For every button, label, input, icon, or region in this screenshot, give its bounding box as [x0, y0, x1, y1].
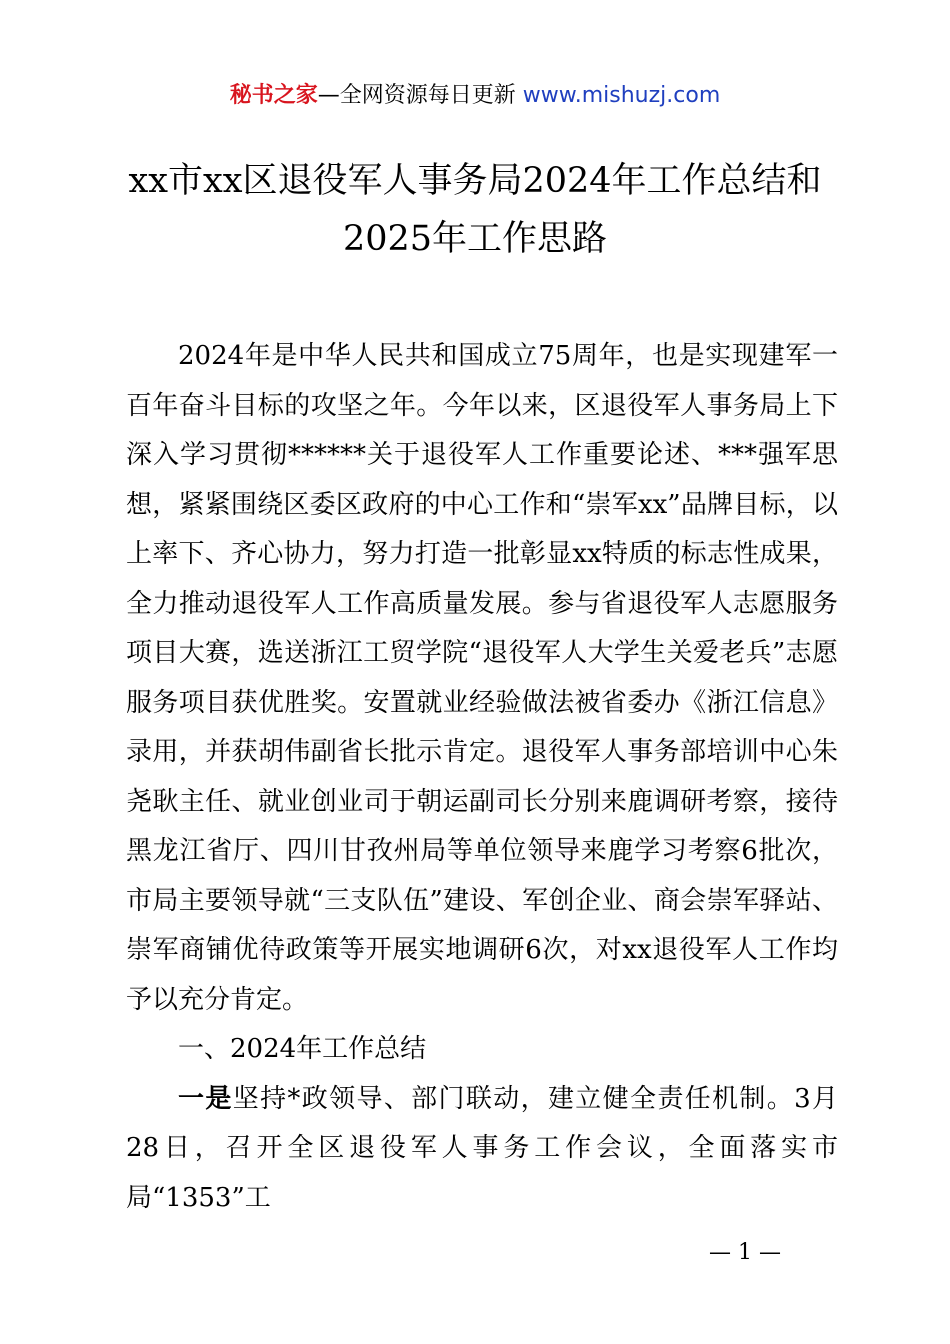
document-body	[126, 332, 838, 1223]
brand-name: 秘书之家	[229, 83, 318, 108]
page-number: — 1 —	[709, 1240, 781, 1265]
section-heading: 一、2024年工作总结	[178, 1034, 427, 1064]
site-url-link[interactable]: www.mishuzj.com	[522, 83, 721, 108]
point-one-text: 坚持*政领导、部门联动，建立健全责任机制。3月28日，召开全区退役军人事务工作会议，全面落实市局“1353”工	[126, 1083, 838, 1213]
intro-paragraph: 2024年是中华人民共和国成立75周年，也是实现建军一百年奋斗目标的攻坚之年。今年以来，区退役军人事务局上下深入学习贯彻******关于退役军人工作重要论述、***强军思想，紧紧围绕区委区政府的中心工作和“崇军xx”品牌目标，以上率下、齐心协力，努力打造一批彰显xx特质的标志性成果，全力推动退役军人工作高质量发展。参与省退役军人志愿服务项目大赛，选送浙江工贸学院“退役军人大学生关爱老兵”志愿服务项目获优胜奖。安置就业经验做法被省委办《浙江信息》录用，并获胡伟副省长批示肯定。退役军人事务部培训中心朱尧耿主任、就业创业司于朝运副司长分别来鹿调研考察，接待黑龙江省厅、四川甘孜州局等单位领导来鹿学习考察6批次，市局主要领导就“三支队伍”建设、军创企业、商会崇军驿站、崇军商铺优待政策等开展实地调研6次，对xx退役军人工作均予以充分肯定。	[126, 341, 838, 1015]
header-tagline: —全网资源每日更新	[317, 83, 523, 108]
point-one-lead: 一是	[178, 1083, 233, 1114]
site-header	[0, 80, 950, 112]
title-line-1: xx市xx区退役军人事务局2024年工作总结和	[128, 161, 822, 201]
document-title	[100, 152, 850, 268]
title-line-2: 2025年工作思路	[342, 219, 608, 259]
point-one-paragraph	[126, 1075, 838, 1224]
